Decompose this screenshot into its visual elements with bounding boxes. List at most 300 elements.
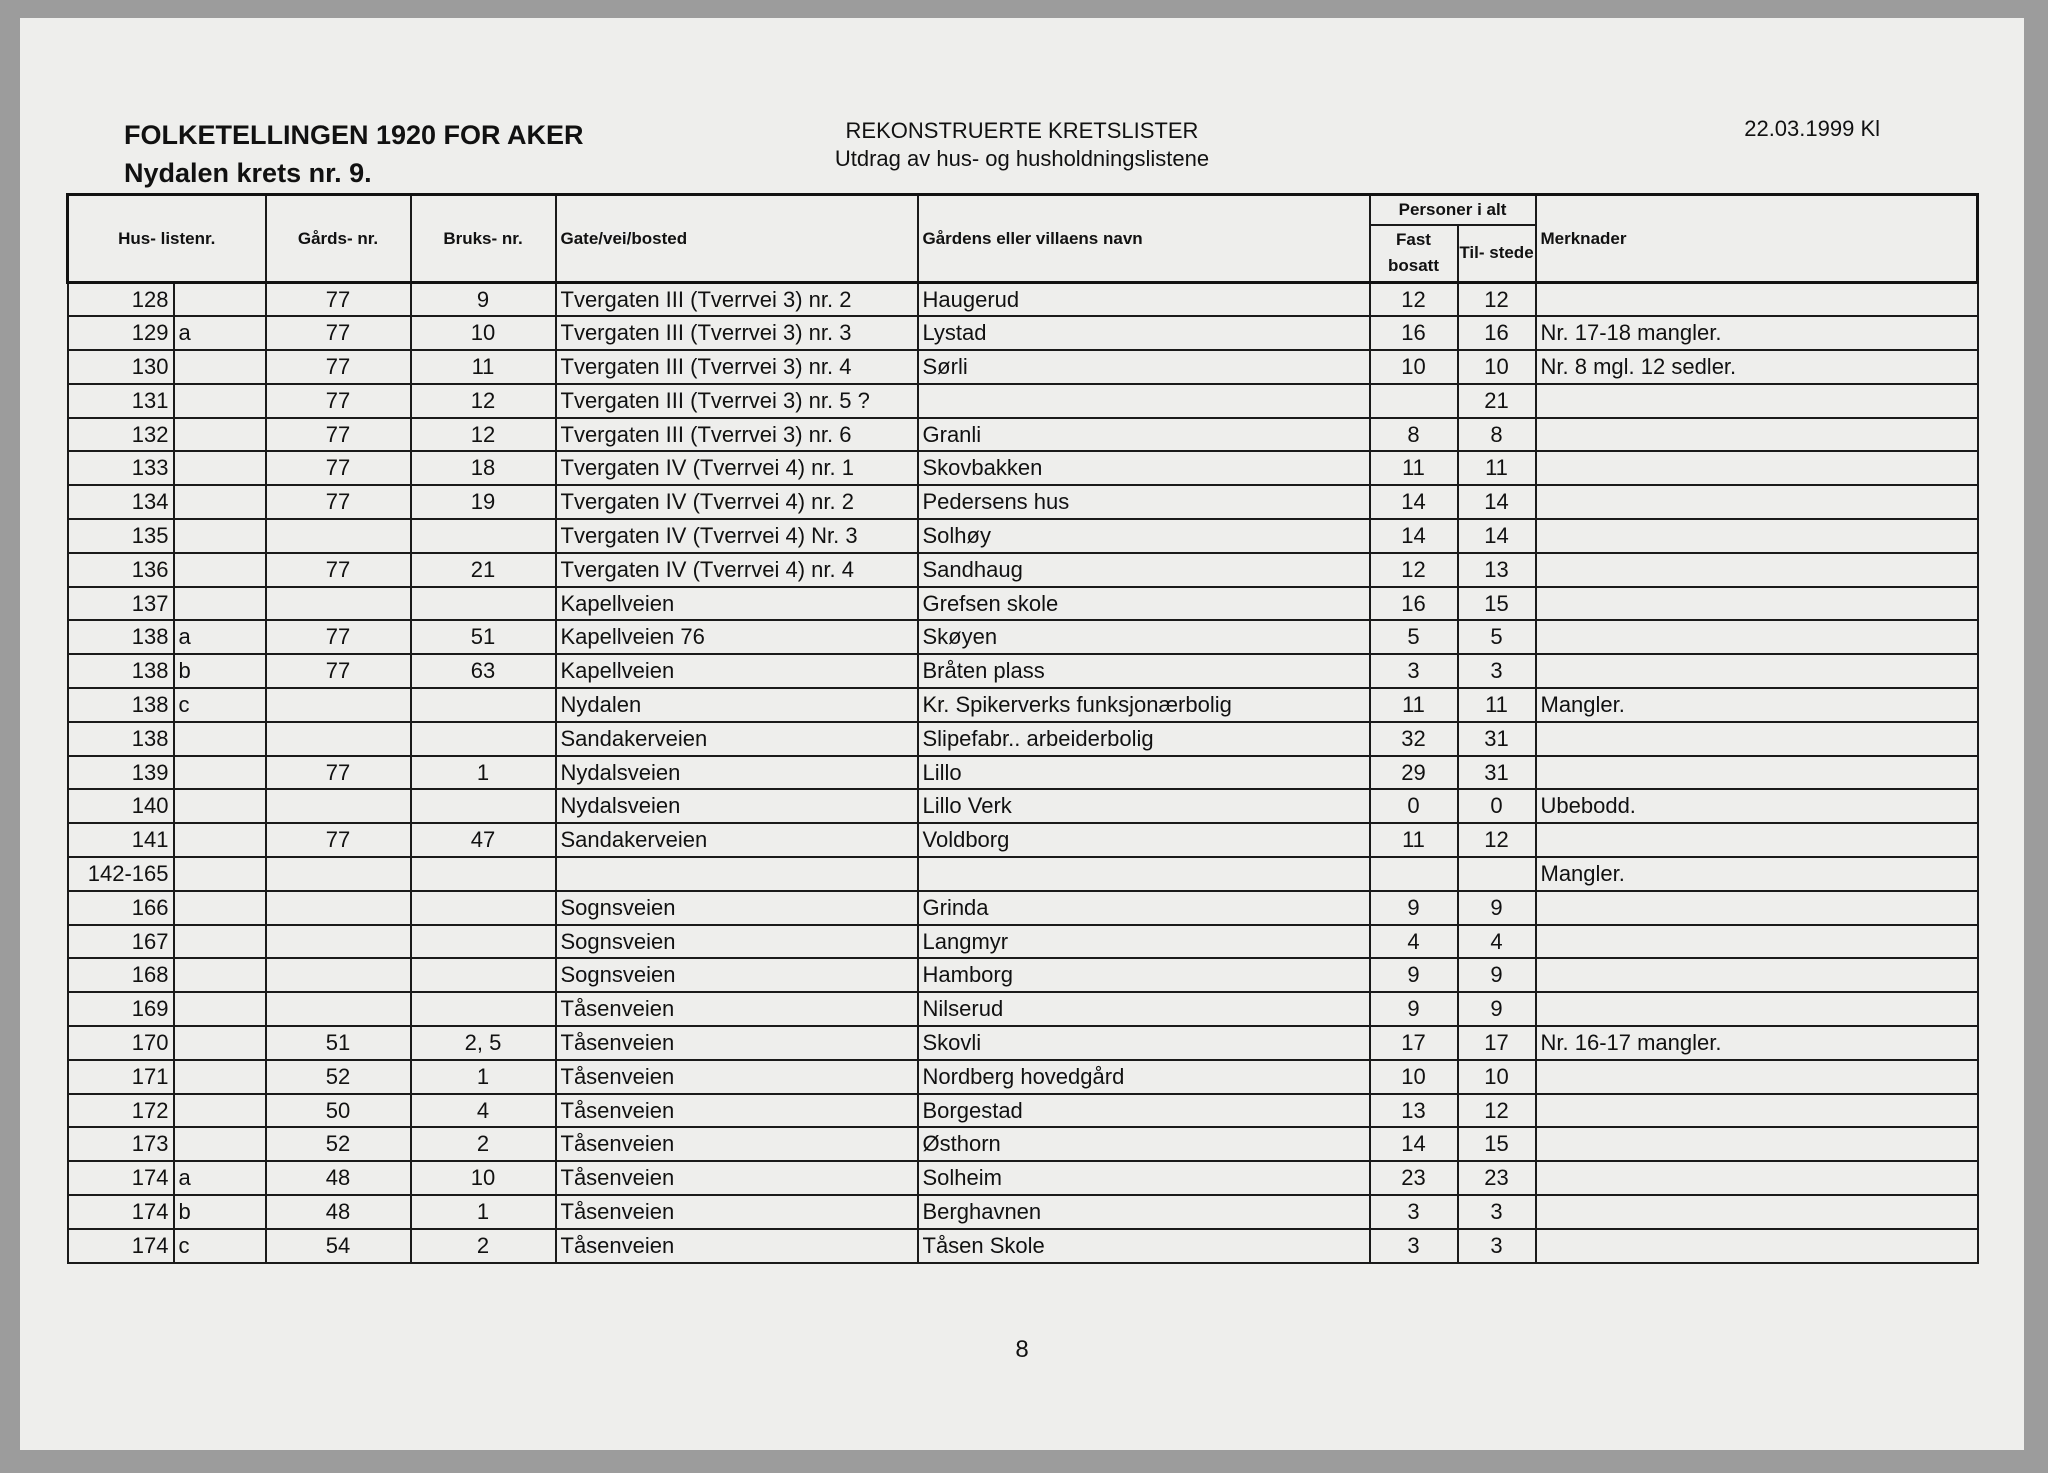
cell-fast: [1370, 384, 1458, 418]
cell-gardens: Lillo Verk: [918, 789, 1370, 823]
cell-gards: 77: [266, 823, 411, 857]
table-row: [68, 1195, 1978, 1229]
document-title: FOLKETELLINGEN 1920 FOR AKER: [124, 120, 584, 150]
cell-gards: [266, 958, 411, 992]
cell-bruks: [411, 688, 556, 722]
table-body: [68, 283, 1978, 1263]
cell-fast: 3: [1370, 654, 1458, 688]
table-row: [68, 891, 1978, 925]
cell-merknader: [1536, 1229, 1978, 1263]
cell-hus-suffix: [174, 384, 266, 418]
table-row: [68, 1127, 1978, 1161]
cell-gate: Nydalsveien: [556, 756, 918, 790]
cell-hus: 141: [68, 823, 174, 857]
cell-til: 8: [1458, 418, 1536, 452]
cell-gards: 77: [266, 451, 411, 485]
cell-merknader: [1536, 519, 1978, 553]
cell-bruks: [411, 789, 556, 823]
cell-merknader: [1536, 654, 1978, 688]
cell-gate: Tvergaten IV (Tverrvei 4) nr. 2: [556, 485, 918, 519]
table-row: [68, 925, 1978, 959]
cell-gardens: Sørli: [918, 350, 1370, 384]
cell-gate: Sognsveien: [556, 925, 918, 959]
cell-gate: Tvergaten IV (Tverrvei 4) Nr. 3: [556, 519, 918, 553]
cell-bruks: 9: [411, 283, 556, 317]
table-row: [68, 722, 1978, 756]
cell-gate: Tåsenveien: [556, 1026, 918, 1060]
cell-gards: 51: [266, 1026, 411, 1060]
cell-hus-suffix: [174, 1094, 266, 1128]
cell-fast: 12: [1370, 553, 1458, 587]
cell-bruks: 63: [411, 654, 556, 688]
cell-fast: 17: [1370, 1026, 1458, 1060]
cell-gate: Sognsveien: [556, 958, 918, 992]
cell-merknader: [1536, 1127, 1978, 1161]
cell-hus-suffix: [174, 519, 266, 553]
cell-hus-suffix: [174, 418, 266, 452]
document-subtitle: REKONSTRUERTE KRETSLISTER: [845, 118, 1199, 143]
cell-til: 5: [1458, 620, 1536, 654]
cell-hus-suffix: [174, 756, 266, 790]
cell-merknader: [1536, 925, 1978, 959]
cell-gardens: Tåsen Skole: [918, 1229, 1370, 1263]
cell-til: 13: [1458, 553, 1536, 587]
cell-hus: 138: [68, 620, 174, 654]
cell-fast: 9: [1370, 958, 1458, 992]
cell-til: 3: [1458, 1229, 1536, 1263]
table-row: [68, 283, 1978, 317]
cell-bruks: 19: [411, 485, 556, 519]
cell-hus: 138: [68, 722, 174, 756]
table-row: [68, 418, 1978, 452]
cell-fast: 14: [1370, 1127, 1458, 1161]
cell-fast: 5: [1370, 620, 1458, 654]
cell-gardens: [918, 384, 1370, 418]
cell-merknader: [1536, 1094, 1978, 1128]
cell-til: 23: [1458, 1161, 1536, 1195]
cell-hus: 170: [68, 1026, 174, 1060]
cell-gards: 77: [266, 418, 411, 452]
cell-fast: 8: [1370, 418, 1458, 452]
cell-hus-suffix: [174, 992, 266, 1026]
cell-gardens: Solheim: [918, 1161, 1370, 1195]
cell-merknader: [1536, 620, 1978, 654]
cell-gate: Tvergaten III (Tverrvei 3) nr. 5 ?: [556, 384, 918, 418]
cell-gardens: Pedersens hus: [918, 485, 1370, 519]
cell-gardens: Grefsen skole: [918, 587, 1370, 621]
cell-gards: 77: [266, 553, 411, 587]
cell-gardens: Voldborg: [918, 823, 1370, 857]
cell-gardens: Slipefabr.. arbeiderbolig: [918, 722, 1370, 756]
table-row: [68, 1094, 1978, 1128]
cell-gards: 52: [266, 1060, 411, 1094]
cell-merknader: [1536, 992, 1978, 1026]
cell-hus: 173: [68, 1127, 174, 1161]
cell-gardens: Skovbakken: [918, 451, 1370, 485]
cell-hus: 130: [68, 350, 174, 384]
cell-bruks: 51: [411, 620, 556, 654]
cell-gate: Tåsenveien: [556, 1195, 918, 1229]
cell-til: 16: [1458, 316, 1536, 350]
cell-gate: Tåsenveien: [556, 1060, 918, 1094]
cell-gate: Kapellveien: [556, 587, 918, 621]
cell-til: 15: [1458, 1127, 1536, 1161]
table-row: [68, 1161, 1978, 1195]
cell-hus: 174: [68, 1229, 174, 1263]
cell-gardens: Sandhaug: [918, 553, 1370, 587]
cell-gardens: Lystad: [918, 316, 1370, 350]
cell-til: 9: [1458, 992, 1536, 1026]
cell-gardens: Haugerud: [918, 283, 1370, 317]
cell-hus-suffix: [174, 587, 266, 621]
cell-bruks: 18: [411, 451, 556, 485]
cell-merknader: [1536, 1195, 1978, 1229]
cell-hus: 172: [68, 1094, 174, 1128]
cell-hus-suffix: b: [174, 1195, 266, 1229]
cell-til: 10: [1458, 1060, 1536, 1094]
cell-bruks: [411, 925, 556, 959]
table-row: [68, 553, 1978, 587]
table-row: [68, 992, 1978, 1026]
cell-merknader: [1536, 891, 1978, 925]
cell-gate: Sognsveien: [556, 891, 918, 925]
cell-gards: 77: [266, 316, 411, 350]
cell-gate: Tåsenveien: [556, 1094, 918, 1128]
cell-hus: 167: [68, 925, 174, 959]
cell-fast: 14: [1370, 519, 1458, 553]
cell-bruks: 11: [411, 350, 556, 384]
page-number: 8: [1015, 1336, 1029, 1363]
cell-gards: 50: [266, 1094, 411, 1128]
col-header-hus: Hus- listenr.: [68, 195, 266, 283]
col-header-personer: Personer i alt: [1370, 195, 1536, 225]
cell-hus: 131: [68, 384, 174, 418]
cell-fast: 14: [1370, 485, 1458, 519]
cell-gardens: Solhøy: [918, 519, 1370, 553]
cell-gardens: Østhorn: [918, 1127, 1370, 1161]
table-row: [68, 789, 1978, 823]
cell-gards: 48: [266, 1161, 411, 1195]
cell-bruks: 1: [411, 1060, 556, 1094]
table-row: [68, 316, 1978, 350]
cell-gate: Nydalen: [556, 688, 918, 722]
cell-hus-suffix: [174, 1026, 266, 1060]
cell-gate: Tåsenveien: [556, 1229, 918, 1263]
cell-gards: 52: [266, 1127, 411, 1161]
cell-til: 0: [1458, 789, 1536, 823]
cell-merknader: [1536, 587, 1978, 621]
cell-hus-suffix: [174, 722, 266, 756]
table-row: [68, 756, 1978, 790]
cell-fast: 9: [1370, 992, 1458, 1026]
cell-gards: 77: [266, 756, 411, 790]
cell-bruks: 2: [411, 1127, 556, 1161]
table-row: [68, 451, 1978, 485]
cell-gate: Tåsenveien: [556, 1127, 918, 1161]
cell-gardens: Grinda: [918, 891, 1370, 925]
cell-bruks: 12: [411, 384, 556, 418]
cell-merknader: [1536, 283, 1978, 317]
cell-merknader: Nr. 17-18 mangler.: [1536, 316, 1978, 350]
cell-gate: Tvergaten IV (Tverrvei 4) nr. 1: [556, 451, 918, 485]
cell-bruks: [411, 587, 556, 621]
cell-merknader: Mangler.: [1536, 688, 1978, 722]
col-header-gate: Gate/vei/bosted: [556, 195, 918, 283]
cell-merknader: [1536, 384, 1978, 418]
cell-gate: Tåsenveien: [556, 1161, 918, 1195]
cell-merknader: [1536, 485, 1978, 519]
cell-til: 3: [1458, 654, 1536, 688]
cell-gardens: Skovli: [918, 1026, 1370, 1060]
cell-til: 17: [1458, 1026, 1536, 1060]
cell-merknader: [1536, 823, 1978, 857]
cell-hus-suffix: [174, 823, 266, 857]
cell-hus: 140: [68, 789, 174, 823]
cell-bruks: [411, 891, 556, 925]
document-description: Utdrag av hus- og husholdningslistene: [834, 146, 1210, 171]
cell-bruks: 1: [411, 756, 556, 790]
cell-bruks: 2: [411, 1229, 556, 1263]
cell-fast: 10: [1370, 350, 1458, 384]
cell-til: [1458, 857, 1536, 891]
cell-merknader: Ubebodd.: [1536, 789, 1978, 823]
cell-gards: [266, 925, 411, 959]
cell-bruks: [411, 992, 556, 1026]
cell-gate: Sandakerveien: [556, 722, 918, 756]
cell-merknader: [1536, 1060, 1978, 1094]
cell-til: 14: [1458, 519, 1536, 553]
cell-til: 9: [1458, 891, 1536, 925]
cell-hus: 135: [68, 519, 174, 553]
cell-hus: 166: [68, 891, 174, 925]
cell-gards: 54: [266, 1229, 411, 1263]
cell-hus-suffix: [174, 958, 266, 992]
cell-fast: 23: [1370, 1161, 1458, 1195]
cell-gardens: Borgestad: [918, 1094, 1370, 1128]
cell-hus-suffix: b: [174, 654, 266, 688]
cell-gards: 77: [266, 654, 411, 688]
cell-merknader: [1536, 1161, 1978, 1195]
table-row: [68, 519, 1978, 553]
cell-gards: 77: [266, 350, 411, 384]
table-row: [68, 1060, 1978, 1094]
cell-hus-suffix: [174, 350, 266, 384]
col-header-gards: Gårds- nr.: [266, 195, 411, 283]
cell-hus: 168: [68, 958, 174, 992]
cell-fast: 0: [1370, 789, 1458, 823]
cell-hus-suffix: [174, 789, 266, 823]
cell-til: 11: [1458, 451, 1536, 485]
cell-merknader: [1536, 451, 1978, 485]
cell-fast: [1370, 857, 1458, 891]
cell-fast: 13: [1370, 1094, 1458, 1128]
cell-gardens: Granli: [918, 418, 1370, 452]
table-row: [68, 1026, 1978, 1060]
cell-til: 12: [1458, 283, 1536, 317]
cell-fast: 9: [1370, 891, 1458, 925]
cell-bruks: [411, 958, 556, 992]
cell-gards: 77: [266, 384, 411, 418]
table-row: [68, 587, 1978, 621]
cell-fast: 11: [1370, 823, 1458, 857]
cell-hus-suffix: a: [174, 1161, 266, 1195]
cell-hus-suffix: [174, 485, 266, 519]
cell-bruks: 21: [411, 553, 556, 587]
cell-merknader: [1536, 553, 1978, 587]
cell-hus: 174: [68, 1161, 174, 1195]
cell-til: 21: [1458, 384, 1536, 418]
table-header: [68, 195, 1978, 283]
cell-gards: 48: [266, 1195, 411, 1229]
cell-hus-suffix: [174, 553, 266, 587]
col-header-merknader: Merknader: [1536, 195, 1978, 283]
cell-fast: 10: [1370, 1060, 1458, 1094]
cell-merknader: Nr. 8 mgl. 12 sedler.: [1536, 350, 1978, 384]
cell-hus-suffix: c: [174, 1229, 266, 1263]
cell-hus: 171: [68, 1060, 174, 1094]
cell-merknader: [1536, 756, 1978, 790]
cell-gate: Tvergaten III (Tverrvei 3) nr. 2: [556, 283, 918, 317]
table-row: [68, 654, 1978, 688]
cell-fast: 3: [1370, 1195, 1458, 1229]
table-row: [68, 688, 1978, 722]
cell-hus-suffix: [174, 283, 266, 317]
cell-til: 31: [1458, 756, 1536, 790]
cell-hus: 128: [68, 283, 174, 317]
cell-gardens: Nilserud: [918, 992, 1370, 1026]
cell-gate: Sandakerveien: [556, 823, 918, 857]
table-row: [68, 384, 1978, 418]
cell-gate: Tåsenveien: [556, 992, 918, 1026]
cell-gardens: Skøyen: [918, 620, 1370, 654]
cell-hus: 129: [68, 316, 174, 350]
document-page: [20, 18, 2024, 1450]
cell-bruks: 2, 5: [411, 1026, 556, 1060]
table-row: [68, 857, 1978, 891]
cell-til: 11: [1458, 688, 1536, 722]
cell-til: 15: [1458, 587, 1536, 621]
cell-gate: [556, 857, 918, 891]
cell-merknader: Nr. 16-17 mangler.: [1536, 1026, 1978, 1060]
cell-hus-suffix: [174, 1127, 266, 1161]
cell-fast: 16: [1370, 587, 1458, 621]
cell-gards: 77: [266, 620, 411, 654]
cell-hus: 138: [68, 688, 174, 722]
cell-fast: 29: [1370, 756, 1458, 790]
census-table: [66, 193, 1979, 1264]
cell-gardens: Berghavnen: [918, 1195, 1370, 1229]
col-header-fast: Fast bosatt: [1370, 225, 1458, 283]
cell-gate: Tvergaten IV (Tverrvei 4) nr. 4: [556, 553, 918, 587]
cell-bruks: [411, 722, 556, 756]
cell-hus: 142-165: [68, 857, 174, 891]
cell-bruks: 10: [411, 316, 556, 350]
cell-til: 9: [1458, 958, 1536, 992]
cell-hus: 136: [68, 553, 174, 587]
table-row: [68, 485, 1978, 519]
cell-bruks: 4: [411, 1094, 556, 1128]
cell-hus: 134: [68, 485, 174, 519]
cell-fast: 32: [1370, 722, 1458, 756]
cell-gate: Tvergaten III (Tverrvei 3) nr. 6: [556, 418, 918, 452]
cell-gate: Tvergaten III (Tverrvei 3) nr. 3: [556, 316, 918, 350]
cell-gardens: [918, 857, 1370, 891]
table-row: [68, 350, 1978, 384]
cell-fast: 12: [1370, 283, 1458, 317]
cell-hus: 132: [68, 418, 174, 452]
cell-fast: 4: [1370, 925, 1458, 959]
cell-til: 12: [1458, 1094, 1536, 1128]
cell-til: 10: [1458, 350, 1536, 384]
cell-gardens: Bråten plass: [918, 654, 1370, 688]
cell-bruks: 10: [411, 1161, 556, 1195]
cell-gate: Kapellveien 76: [556, 620, 918, 654]
cell-gards: [266, 519, 411, 553]
cell-gards: [266, 789, 411, 823]
cell-hus-suffix: [174, 925, 266, 959]
cell-gardens: Nordberg hovedgård: [918, 1060, 1370, 1094]
cell-merknader: Mangler.: [1536, 857, 1978, 891]
cell-gards: [266, 857, 411, 891]
cell-gate: Tvergaten III (Tverrvei 3) nr. 4: [556, 350, 918, 384]
cell-gards: [266, 992, 411, 1026]
cell-gardens: Kr. Spikerverks funksjonærbolig: [918, 688, 1370, 722]
col-header-gardens: Gårdens eller villaens navn: [918, 195, 1370, 283]
cell-hus: 174: [68, 1195, 174, 1229]
cell-gards: [266, 587, 411, 621]
cell-fast: 11: [1370, 688, 1458, 722]
cell-merknader: [1536, 722, 1978, 756]
cell-hus-suffix: [174, 1060, 266, 1094]
cell-til: 12: [1458, 823, 1536, 857]
cell-til: 4: [1458, 925, 1536, 959]
cell-hus-suffix: [174, 857, 266, 891]
cell-gards: [266, 688, 411, 722]
cell-gate: Nydalsveien: [556, 789, 918, 823]
cell-bruks: 12: [411, 418, 556, 452]
cell-merknader: [1536, 958, 1978, 992]
cell-gards: [266, 722, 411, 756]
cell-hus-suffix: c: [174, 688, 266, 722]
cell-bruks: [411, 519, 556, 553]
cell-til: 31: [1458, 722, 1536, 756]
cell-gardens: Lillo: [918, 756, 1370, 790]
cell-gards: [266, 891, 411, 925]
table-row: [68, 823, 1978, 857]
district-title: Nydalen krets nr. 9.: [124, 158, 372, 188]
cell-hus: 139: [68, 756, 174, 790]
cell-gards: 77: [266, 283, 411, 317]
cell-gards: 77: [266, 485, 411, 519]
cell-hus-suffix: [174, 891, 266, 925]
cell-fast: 11: [1370, 451, 1458, 485]
cell-fast: 3: [1370, 1229, 1458, 1263]
cell-gardens: Langmyr: [918, 925, 1370, 959]
cell-gate: Kapellveien: [556, 654, 918, 688]
cell-bruks: [411, 857, 556, 891]
cell-hus: 169: [68, 992, 174, 1026]
col-header-bruks: Bruks- nr.: [411, 195, 556, 283]
cell-hus-suffix: a: [174, 316, 266, 350]
cell-merknader: [1536, 418, 1978, 452]
table-row: [68, 620, 1978, 654]
cell-hus: 133: [68, 451, 174, 485]
cell-fast: 16: [1370, 316, 1458, 350]
table-row: [68, 1229, 1978, 1263]
cell-hus: 138: [68, 654, 174, 688]
cell-til: 3: [1458, 1195, 1536, 1229]
col-header-til: Til- stede: [1458, 225, 1536, 283]
